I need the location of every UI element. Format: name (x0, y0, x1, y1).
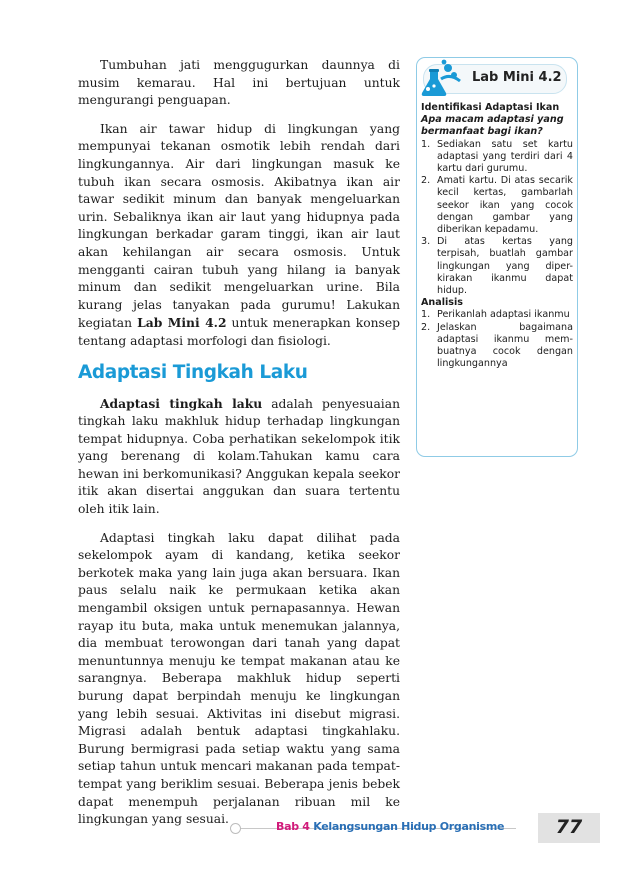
lab-step (421, 236, 573, 297)
paragraph-definition-text: adalah penyesuaian tingkah laku makhluk hidup terhadap lingkungan tempat hidupnya. Coba perhatikan sekelompok itik yang berenang di kolam.Tahukan kamu cara hewan ini berkomunikasi? Anggukan kepala seekor itik akan disertai anggukan dan suara tertentu oleh itik lain. (78, 396, 400, 517)
paragraph-definition (78, 395, 400, 519)
lab-mini-box (416, 57, 578, 457)
main-column (78, 57, 400, 840)
paragraph-jati: Tumbuhan jati menggugurkan daunnya di musim kemarau. Hal ini bertujuan untuk mengurangi penguapan. (78, 58, 400, 108)
footer-circle-ornament (230, 823, 241, 834)
analysis-heading: Analisis (421, 297, 464, 309)
section-heading: Adaptasi Tingkah Laku (78, 361, 308, 383)
analysis-number: 1. (421, 309, 431, 321)
chapter-name: Kelangsungan Hidup Organisme (313, 820, 505, 833)
step-text: Sediakan satu set kartu adaptasi yang terdiri dari 4 kartu dari gurumu. (437, 138, 573, 175)
paragraph-ikan-osmosis (78, 121, 400, 351)
beaker-icon (416, 59, 466, 99)
page-number: 77 (555, 816, 583, 838)
paragraph-examples: Adaptasi tingkah laku dapat dilihat pada sekelompok ayam di kandang, ketika seekor berkotek maka yang lain juga akan bersuara. Ikan paus selalu naik ke permukaan ketika akan mengambil oksigen untuk pernapasannya. Hewan rayap itu buta, maka untuk menemukan jalannya, dia membuat terowongan dari tanah yang dapat menuntunnya menuju ke tempat makanan atau ke sarangnya. Beberapa makhluk hidup seperti burung dapat berpindah menuju ke lingkungan yang lebih sesuai. Aktivitas ini disebut migrasi. Migrasi adalah bentuk adaptasi tingkahlaku. Burung bermigrasi pada setiap waktu yang sama setiap tahun untuk mencari makanan pada tempat-tempat yang beriklim sesuai. Beberapa jenis bebek dapat menempuh perjalanan ribuan mil ke lingkungan yang sesuai. (78, 530, 400, 827)
lab-question: Apa macam adaptasi yang bermanfaat bagi ikan? (421, 114, 564, 138)
analysis-number: 2. (421, 321, 431, 333)
analysis-text: Perikanlah adaptasi ikanmu (437, 309, 570, 321)
term-adaptasi-tingkah-laku: Adaptasi tingkah laku (100, 395, 263, 411)
analysis-list (421, 309, 573, 370)
lab-mini-title: Lab Mini 4.2 (472, 70, 562, 85)
analysis-item (421, 309, 573, 321)
lab-step (421, 139, 573, 176)
footer-chapter (276, 820, 504, 833)
paragraph-ikan-text-a: Ikan air tawar hidup di lingkungan yang mempunyai tekanan osmotik lebih rendah dari lingkungannya. Air dari lingkungan masuk ke tubuh ikan secara osmosis. Akibatnya ikan air tawar sedikit minum dan banyak mengeluarkan urin. Sebaliknya ikan air laut yang hidupnya pada lingkungan berkadar garam tinggi, ikan air laut akan kehilangan air secara osmosis. Untuk mengganti cairan tubuh yang hilang ia banyak minum dan sedikit mengeluarkan urine. Bila kurang jelas tanyakan pada gurumu! Lakukan kegiatan (78, 121, 400, 331)
lab-mini-reference: Lab Mini 4.2 (137, 315, 227, 331)
analysis-text: Jelaskan bagaimana adaptasi ikanmu mem-buatnya cocok dengan lingkungannya (437, 321, 573, 370)
lab-step (421, 175, 573, 236)
page-number-box (538, 813, 600, 843)
lab-mini-body (421, 102, 573, 370)
step-number: 3. (421, 236, 431, 248)
paragraph-ikan-text-b: untuk menerapkan konsep tentang adaptasi morfologi dan fisiologi. (78, 316, 400, 348)
chapter-label: Bab 4 (276, 820, 310, 833)
lab-heading: Identifikasi Adaptasi Ikan (421, 102, 560, 113)
step-text: Amati kartu. Di atas secarik kecil kertas, gambarlah seekor ikan yang cocok dengan gambar yang diberikan kepadamu. (437, 175, 573, 236)
lab-steps (421, 139, 573, 298)
analysis-item (421, 322, 573, 371)
step-text: Di atas kertas yang terpisah, buatlah gambar lingkungan yang diper-kirakan ikanmu dapat hidup. (437, 236, 573, 297)
step-number: 1. (421, 138, 431, 150)
step-number: 2. (421, 175, 431, 187)
lab-mini-header (423, 64, 567, 94)
